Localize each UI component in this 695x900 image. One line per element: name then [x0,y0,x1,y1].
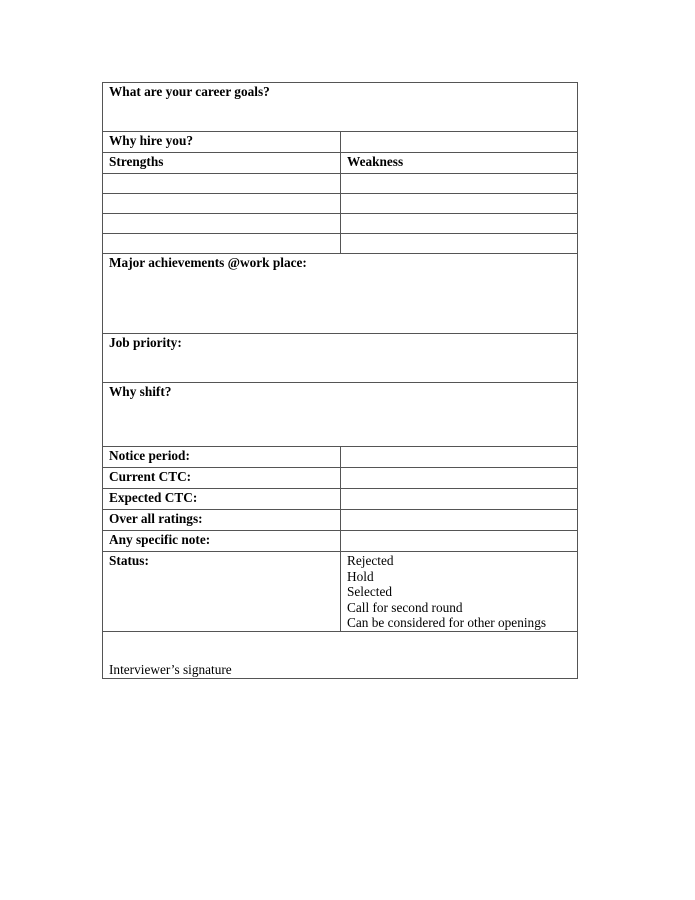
weakness-header [341,153,578,174]
weakness-cell[interactable] [341,174,578,194]
strength-cell[interactable] [103,194,341,214]
signature-label: Interviewer’s signature [109,662,232,678]
ratings-value-cell[interactable] [341,510,578,531]
status-option-other-openings[interactable]: Can be considered for other openings [347,615,547,631]
why-hire-label: Why hire you? [109,133,193,148]
job-priority-label: Job priority: [109,335,182,350]
current-ctc-value-cell[interactable] [341,468,578,489]
achievements-cell[interactable] [103,254,578,334]
interview-evaluation-form [102,82,578,679]
why-shift-label: Why shift? [109,384,172,399]
weakness-cell[interactable] [341,194,578,214]
why-hire-answer-cell[interactable] [341,132,578,153]
why-shift-cell[interactable] [103,383,578,447]
weakness-cell[interactable] [341,214,578,234]
status-options-cell [341,552,578,632]
current-ctc-label: Current CTC: [109,469,192,484]
expected-ctc-label-cell [103,489,341,510]
status-label-cell [103,552,341,632]
current-ctc-label-cell [103,468,341,489]
ratings-label-cell [103,510,341,531]
strength-cell[interactable] [103,174,341,194]
strengths-header-label: Strengths [109,154,164,169]
specific-note-label: Any specific note: [109,532,211,547]
expected-ctc-label: Expected CTC: [109,490,198,505]
job-priority-cell[interactable] [103,334,578,383]
strengths-header [103,153,341,174]
why-hire-label-cell [103,132,341,153]
achievements-label: Major achievements @work place: [109,255,307,270]
signature-cell[interactable] [103,631,578,678]
notice-period-label: Notice period: [109,448,190,463]
career-goals-cell[interactable] [103,83,578,132]
status-label: Status: [109,553,149,568]
status-option-hold[interactable]: Hold [347,568,374,584]
status-option-rejected[interactable]: Rejected [347,553,394,568]
status-option-selected[interactable]: Selected [347,584,393,600]
weakness-header-label: Weakness [347,154,404,169]
weakness-cell[interactable] [341,234,578,254]
notice-period-value-cell[interactable] [341,447,578,468]
status-option-second-round[interactable]: Call for second round [347,599,463,615]
strength-cell[interactable] [103,214,341,234]
specific-note-label-cell [103,531,341,552]
specific-note-value-cell[interactable] [341,531,578,552]
strength-cell[interactable] [103,234,341,254]
ratings-label: Over all ratings: [109,511,203,526]
career-goals-label: What are your career goals? [109,84,270,99]
notice-period-label-cell [103,447,341,468]
expected-ctc-value-cell[interactable] [341,489,578,510]
